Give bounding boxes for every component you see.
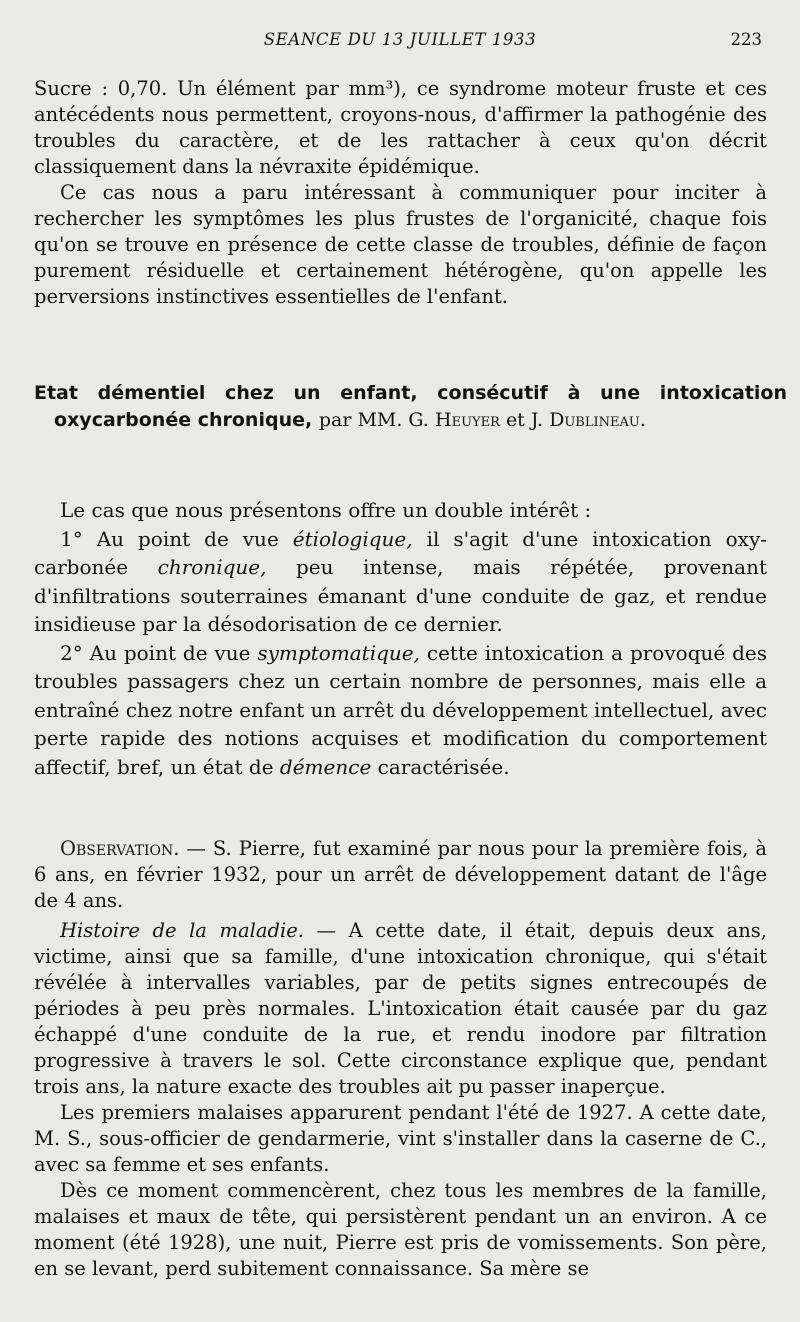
point-1-text-c: peu intense, mais répétée, provenant d'infiltrations souterraines émanant d'une conduite de gaz, et rendue insidieuse par la désodorisation de ce dernier. bbox=[34, 555, 768, 636]
page-number: 223 bbox=[730, 30, 762, 49]
point-2-emphasis-1: symptomatique, bbox=[257, 640, 420, 665]
history-label: Histoire de la maladie. — bbox=[60, 919, 337, 942]
lead-paragraph: Le cas que nous présentons offre un double intérêt : bbox=[60, 498, 592, 522]
history-paragraph bbox=[34, 918, 767, 1100]
article-heading bbox=[34, 380, 787, 434]
observation-section bbox=[34, 836, 767, 1282]
authors-and: et J. bbox=[505, 409, 544, 431]
article-title: Etat démentiel chez un enfant, consécutif à une intoxication oxycarbonée chronique, bbox=[34, 382, 787, 431]
history-paragraph-3: Dès ce moment commencèrent, chez tous les membres de la famille, malaises et maux de tête, qui persistèrent pendant un an environ. A ce moment (été 1928), une nuit, Pierre est pris de vomissements. Son père, en se levant, perd subitement connaissance. Sa mère se bbox=[34, 1179, 767, 1280]
observation-paragraph bbox=[34, 836, 767, 914]
point-2-text-c: caractérisée. bbox=[377, 754, 510, 779]
history-text: A cette date, il était, depuis deux ans, victime, ainsi que sa famille, d'une intoxication chronique, qui s'était révélée à intervalles variables, par de petits signes entrecoupés de périodes à peu près normales. L'intoxication était causée par du gaz échappé d'une conduite de la rue, et rendu inodore par filtration progressive à travers le sol. Cette circonstance explique que, pendant trois ans, la nature exacte des troubles ait pu passer inaperçue. bbox=[34, 919, 768, 1098]
observation-text: — S. Pierre, fut examiné par nous pour la première fois, à 6 ans, en février 1932, pour un arrêt de développement datant de l'âge de 4 ans. bbox=[34, 837, 767, 912]
observation-label: Observation. bbox=[60, 837, 180, 860]
running-title: SEANCE DU 13 JUILLET 1933 bbox=[263, 30, 537, 49]
author-heuyer: Heuyer bbox=[435, 409, 500, 431]
point-1-text-b: il s'agit d'une intoxication oxy-carbonée bbox=[34, 526, 767, 579]
intro-paragraph-1: Sucre : 0,70. Un élément par mm³), ce syndrome moteur fruste et ces antécédents nous permettent, croyons-nous, d'affirmer la pathogénie des troubles du caractère, et de les rattacher à ceux qu'on décrit classiquement dans la névraxite épidémique. bbox=[34, 77, 767, 178]
point-2-text-a: 2° Au point de vue bbox=[60, 640, 251, 665]
running-header bbox=[34, 30, 766, 56]
point-2-emphasis-2: démence bbox=[279, 754, 372, 779]
article-introduction bbox=[34, 496, 767, 781]
point-2-text-b: cette intoxication a provoqué des troubles passagers chez un certain nombre de personnes, mais elle a entraîné chez notre enfant un arrêt du développement intellectuel, avec perte rapide des notions acquises et modification du comportement affectif, bref, un état de bbox=[34, 640, 768, 779]
point-1-emphasis-2: chronique, bbox=[157, 555, 267, 579]
intro-paragraph-2: Ce cas nous a paru intéressant à communiquer pour inciter à rechercher les symptômes les plus frustes de l'organicité, chaque fois qu'on se trouve en présence de cette classe de troubles, définie de façon purement résiduelle et certainement hétérogène, qu'on appelle les perversions instinctives essentielles de l'enfant. bbox=[34, 181, 767, 308]
authors-prefix: par MM. G. bbox=[318, 409, 429, 431]
point-2-paragraph bbox=[34, 639, 767, 782]
author-dublineau: Dublineau. bbox=[549, 409, 646, 431]
point-1-emphasis-1: étiologique, bbox=[292, 526, 413, 551]
article-authors bbox=[319, 409, 646, 431]
point-1-text-a: 1° Au point de vue bbox=[60, 526, 279, 551]
history-paragraph-2: Les premiers malaises apparurent pendant l'été de 1927. A cette date, M. S., sous-officier de gendarmerie, vint s'installer dans la caserne de C., avec sa femme et ses enfants. bbox=[34, 1101, 767, 1176]
point-1-paragraph bbox=[34, 525, 767, 639]
intro-section bbox=[34, 76, 767, 310]
